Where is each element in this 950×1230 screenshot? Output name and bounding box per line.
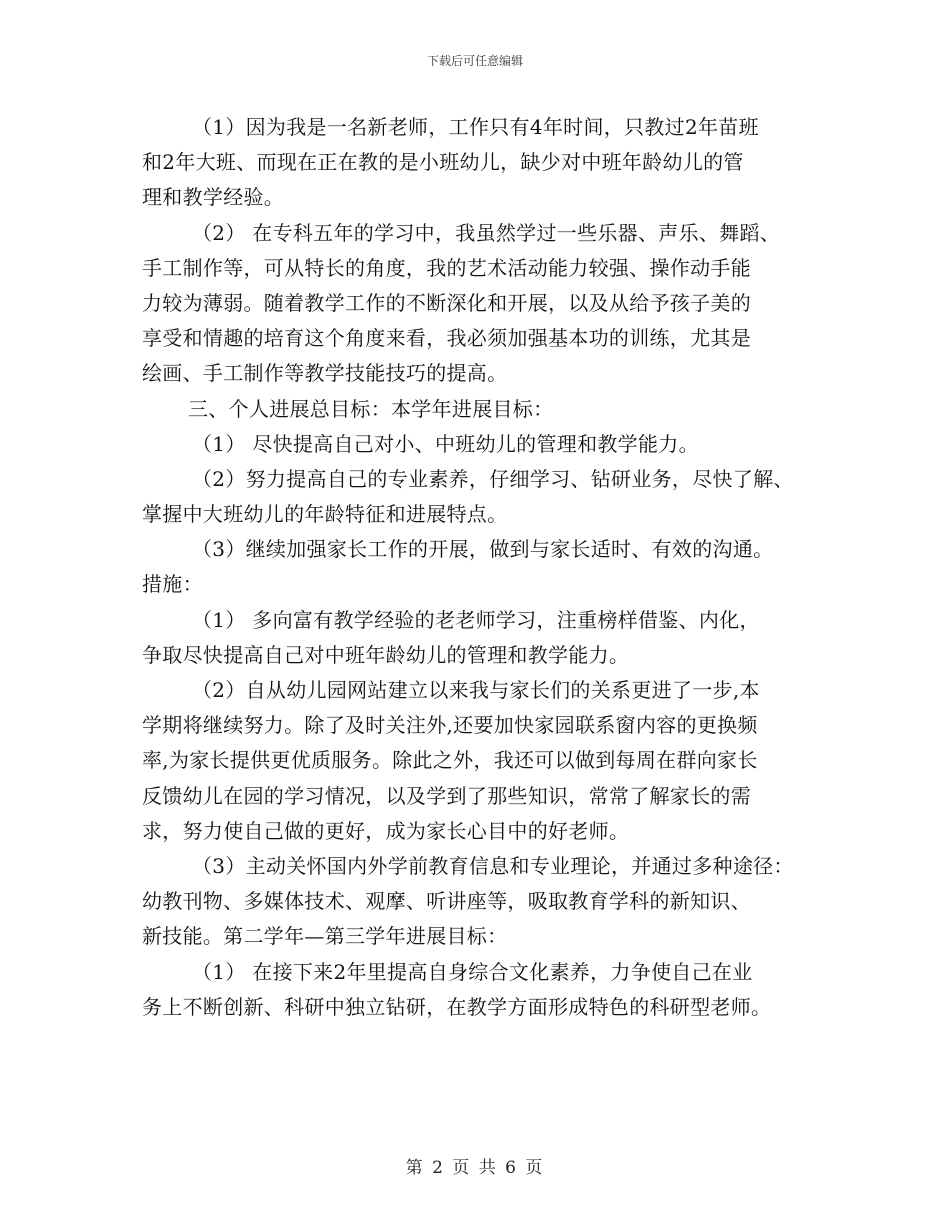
text-line: 享受和情趣的培育这个角度来看，我必须加强基本功的训练，尤其是 [142, 326, 751, 351]
text-line: （2）自从幼儿园网站建立以来我与家长们的关系更进了一步,本 [192, 678, 760, 702]
text-line: 和2年大班、而现在正在教的是小班幼儿，缺少对中班年龄幼儿的管 [142, 150, 744, 175]
text-line: 理和教学经验。 [142, 185, 285, 210]
page-number-footer: 第 2 页 共 6 页 [405, 1158, 545, 1178]
text-line: 争取尽快提高自己对中班年龄幼儿的管理和教学能力。 [142, 642, 630, 667]
subheading-measures: 措施： [142, 572, 203, 597]
text-line: 率,为家长提供更优质服务。除此之外，我还可以做到每周在群向家长 [142, 748, 758, 773]
text-line: 学期将继续努力。除了及时关注外,还要加快家园联系窗内容的更换频 [142, 713, 758, 738]
page-header: 下载后可任意编辑 [426, 54, 523, 68]
document-body [142, 110, 832, 1025]
text-line: （1） 多向富有教学经验的老老师学习，注重榜样借鉴、内化， [192, 607, 760, 632]
text-line: 新技能。第二学年—第三学年进展目标： [142, 924, 508, 949]
text-line: （3）继续加强家长工作的开展，做到与家长适时、有效的沟通。 [192, 537, 774, 562]
text-line: 掌握中大班幼儿的年龄特征和进展特点。 [142, 502, 508, 527]
text-line: （1） 在接下来2年里提高自身综合文化素养，力争使自己在业 [192, 959, 753, 984]
text-line: （2） 在专科五年的学习中，我虽然学过一些乐器、声乐、舞蹈、 [192, 220, 781, 245]
text-line: 反馈幼儿在园的学习情况，以及学到了那些知识，常常了解家长的需 [142, 783, 751, 808]
text-line: （1） 尽快提高自己对小、中班幼儿的管理和教学能力。 [192, 431, 699, 456]
text-line: （3）主动关怀国内外学前教育信息和专业理论，并通过多种途径： [192, 853, 794, 878]
text-line: 务上不断创新、科研中独立钻研，在教学方面形成特色的科研型老师。 [142, 994, 772, 1019]
text-line: （2）努力提高自己的专业素养，仔细学习、钻研业务，尽快了解、 [192, 466, 794, 491]
text-line: 力较为薄弱。随着教学工作的不断深化和开展，以及从给予孩子美的 [142, 290, 751, 315]
text-line: 求，努力使自己做的更好，成为家长心目中的好老师。 [142, 818, 630, 843]
text-line: 幼教刊物、多媒体技术、观摩、听讲座等，吸取教育学科的新知识、 [142, 889, 751, 914]
text-line: （1）因为我是一名新老师，工作只有4年时间，只教过2年苗班 [192, 115, 759, 139]
text-line: 手工制作等，可从特长的角度，我的艺术活动能力较强、操作动手能 [142, 255, 751, 280]
section-heading: 三、个人进展总目标：本学年进展目标： [188, 396, 554, 421]
text-line: 绘画、手工制作等教学技能技巧的提高。 [142, 361, 508, 386]
